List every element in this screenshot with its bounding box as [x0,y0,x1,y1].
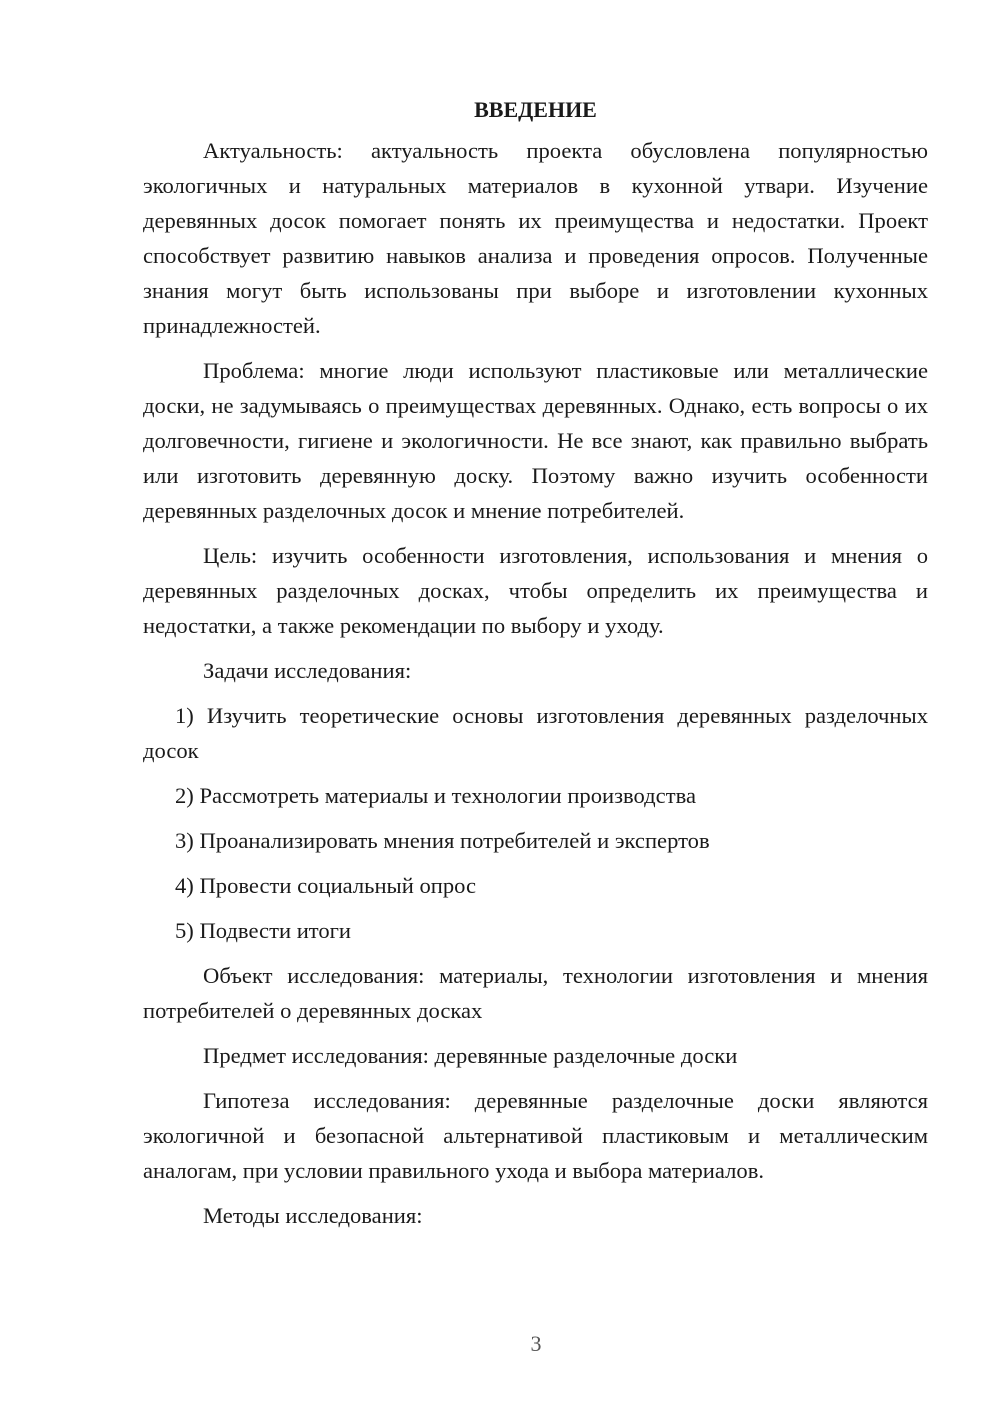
task-item: 4) Провести социальный опрос [175,873,477,898]
goal-paragraph: Цель: изучить особенности изготовления, использования и мнения о деревянных разделочных досках, чтобы определить их преимущества и недостатки, а также рекомендации по выбору и уходу. [143,543,928,638]
object-paragraph: Объект исследования: материалы, технологии изготовления и мнения потребителей о деревянных досках [143,963,928,1023]
subject-paragraph: Предмет исследования: деревянные разделочные доски [203,1043,738,1068]
task-item: 3) Проанализировать мнения потребителей и экспертов [175,828,710,853]
page-number: 3 [530,1331,542,1356]
document-page [143,92,928,1243]
task-item: 5) Подвести итоги [175,918,352,943]
task-item: 2) Рассмотреть материалы и технологии производства [175,783,696,808]
task-item: 1) Изучить теоретические основы изготовления деревянных разделочных досок [143,703,928,763]
page-title: ВВЕДЕНИЕ [474,97,597,122]
methods-heading: Методы исследования: [203,1203,423,1228]
hypothesis-paragraph: Гипотеза исследования: деревянные разделочные доски являются экологичной и безопасной альтернативой пластиковым и металлическим аналогам, при условии правильного ухода и выбора материалов. [143,1088,928,1183]
problem-paragraph: Проблема: многие люди используют пластиковые или металлические доски, не задумываясь о преимуществах деревянных. Однако, есть вопросы о их долговечности, гигиене и экологичности. Не все знают, как правильно выбрать или изготовить деревянную доску. Поэтому важно изучить особенности деревянных разделочных досок и мнение потребителей. [143,358,928,523]
tasks-heading: Задачи исследования: [203,658,412,683]
relevance-paragraph: Актуальность: актуальность проекта обусловлена популярностью экологичных и натуральных материалов в кухонной утвари. Изучение деревянных досок помогает понять их преимущества и недостатки. Проект способствует развитию навыков анализа и проведения опросов. Полученные знания могут быть использованы при выборе и изготовлении кухонных принадлежностей. [143,138,928,338]
